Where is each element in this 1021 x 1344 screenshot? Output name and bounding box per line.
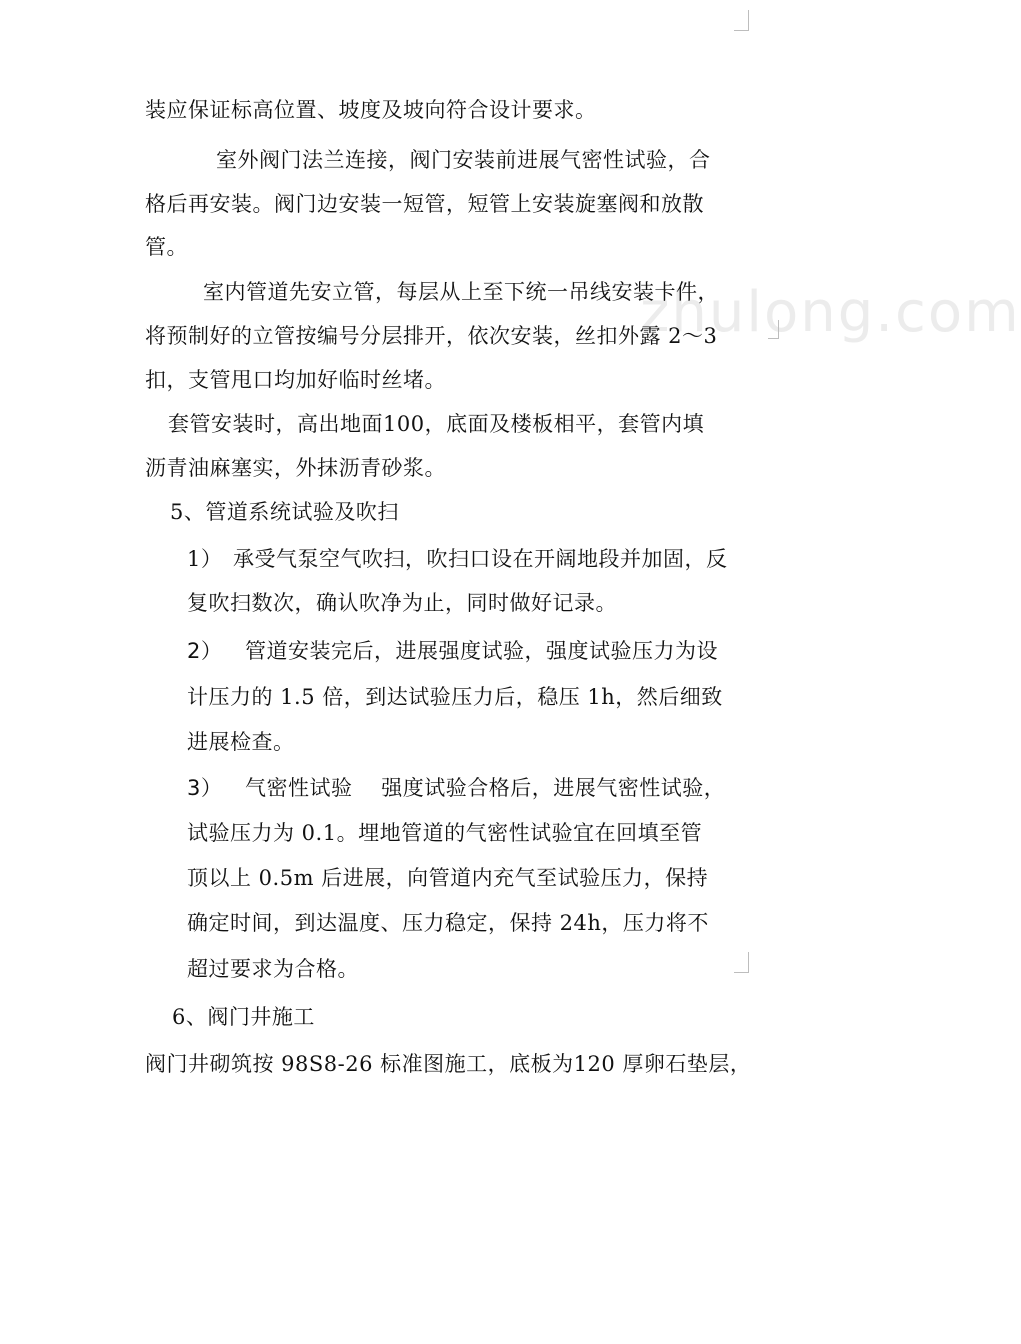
item-1-line-2: 复吹扫数次，确认吹净为止，同时做好记录。 [187, 591, 617, 615]
paragraph-2-line-1: 室外阀门法兰连接，阀门安装前进展气密性试验，合 [216, 148, 711, 172]
item-2-line-2: 计压力的 1.5 倍，到达试验压力后，稳压 1h，然后细致 [187, 685, 723, 709]
item-2-line-3: 进展检查。 [187, 730, 295, 754]
watermark: zhulong.com [640, 280, 1021, 345]
corner-mark-top [734, 10, 749, 31]
item-3-line-5: 超过要求为合格。 [187, 957, 359, 981]
paragraph-3-line-2: 将预制好的立管按编号分层排开，依次安装，丝扣外露 2～3 [145, 324, 718, 348]
item-1-number: 1） [187, 547, 223, 571]
section-5-title: 5、管道系统试验及吹扫 [170, 500, 399, 524]
corner-mark-right [768, 320, 779, 339]
item-3-line-4: 确定时间，到达温度、压力稳定，保持 24h，压力将不 [187, 911, 709, 935]
item-3-line-2: 试验压力为 0.1。埋地管道的气密性试验宜在回填至管 [187, 821, 703, 845]
paragraph-2-line-2: 格后再安装。阀门边安装一短管，短管上安装旋塞阀和放散 [145, 192, 704, 216]
paragraph-2-line-3: 管。 [145, 235, 188, 259]
item-2-number: 2） [187, 639, 223, 663]
section-6-title: 6、阀门井施工 [172, 1005, 315, 1029]
paragraph-3-line-1: 室内管道先安立管，每层从上至下统一吊线安装卡件， [203, 280, 719, 304]
item-3-line-1: 气密性试验 强度试验合格后，进展气密性试验， [245, 776, 726, 800]
paragraph-1-line-1: 装应保证标高位置、坡度及坡向符合设计要求。 [145, 98, 597, 122]
item-1-line-1: 承受气泵空气吹扫，吹扫口设在开阔地段并加固，反 [233, 547, 728, 571]
section-6-line-1: 阀门井砌筑按 98S8-26 标准图施工，底板为120 厚卵石垫层， [145, 1052, 752, 1076]
item-3-number: 3） [187, 776, 223, 800]
paragraph-4-line-2: 沥青油麻塞实，外抹沥青砂浆。 [145, 456, 446, 480]
paragraph-3-line-3: 扣，支管甩口均加好临时丝堵。 [145, 368, 446, 392]
paragraph-4-line-1: 套管安装时，高出地面100，底面及楼板相平，套管内填 [168, 412, 705, 436]
item-2-line-1: 管道安装完后，进展强度试验，强度试验压力为设 [245, 639, 718, 663]
item-3-line-3: 顶以上 0.5m 后进展，向管道内充气至试验压力，保持 [187, 866, 709, 890]
corner-mark-bottom [734, 952, 749, 973]
